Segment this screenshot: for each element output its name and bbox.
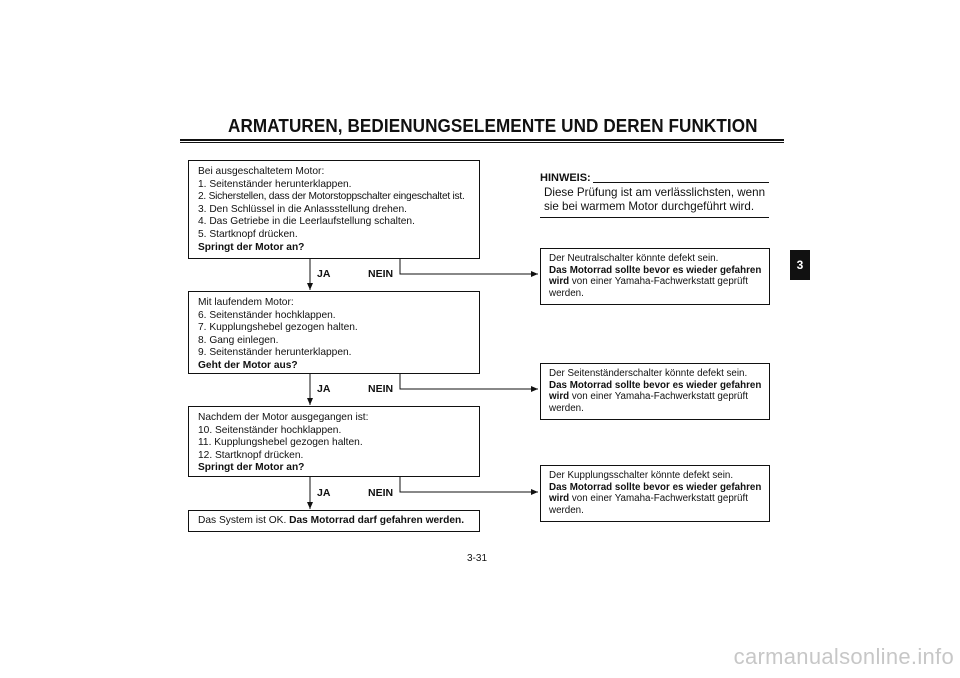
- result-box-neutral: [540, 248, 770, 305]
- result1-bold-2: wird: [549, 276, 570, 288]
- box2-line-5: 9. Seitenständer herunterklappen.: [198, 347, 352, 359]
- box1-line-1: Bei ausgeschaltetem Motor:: [198, 166, 325, 177]
- box2-line-3: 7. Kupplungshebel gezogen halten.: [198, 322, 358, 334]
- ok-prefix: Das System ist OK.: [198, 515, 287, 526]
- result2-bold-1: Das Motorrad sollte bevor es wieder gefahren: [549, 379, 762, 391]
- yes-label-1: JA: [317, 268, 331, 280]
- box1-line-6: 5. Startknopf drücken.: [198, 228, 298, 240]
- no-label-2: NEIN: [368, 383, 394, 395]
- flow-step-box-3: [188, 406, 480, 477]
- watermark: carmanualsonline.info: [733, 644, 954, 669]
- box3-question: Springt der Motor an?: [198, 462, 305, 474]
- box3-line-4: 12. Startknopf drücken.: [198, 449, 304, 461]
- box2-line-4: 8. Gang einlegen.: [198, 334, 279, 346]
- result1-bold-1: Das Motorrad sollte bevor es wieder gefahren: [549, 264, 762, 276]
- box2-line-2: 6. Seitenständer hochklappen.: [198, 309, 336, 321]
- no-label-3: NEIN: [368, 487, 394, 499]
- result3-rest: von einer Yamaha-Fachwerkstatt geprüft: [569, 493, 748, 505]
- box1-question: Springt der Motor an?: [198, 241, 305, 253]
- result-box-sidestand: [540, 363, 770, 420]
- box3-line-2: 10. Seitenständer hochklappen.: [198, 424, 342, 436]
- result-box-clutch: [540, 465, 770, 522]
- chapter-tab: 3: [790, 250, 810, 280]
- result1-rest: von einer Yamaha-Fachwerkstatt geprüft: [569, 276, 748, 288]
- result2-rest: von einer Yamaha-Fachwerkstatt geprüft: [569, 391, 748, 403]
- yes-label-3: JA: [317, 487, 331, 499]
- note-label: HINWEIS:: [540, 172, 591, 184]
- box2-question: Geht der Motor aus?: [198, 359, 298, 371]
- result3-last: werden.: [549, 504, 584, 516]
- ok-bold: Das Motorrad darf gefahren werden.: [289, 515, 465, 526]
- box1-line-3: 2. Sicherstellen, dass der Motorstoppschalter eingeschaltet ist.: [198, 191, 465, 203]
- result3-line-1: Der Kupplungsschalter könnte defekt sein.: [549, 470, 734, 481]
- no-arrow-3: [400, 477, 538, 492]
- note-line-1: Diese Prüfung ist am verlässlichsten, wenn: [544, 186, 766, 199]
- result1-last: werden.: [549, 287, 584, 299]
- result1-line-1: Der Neutralschalter könnte defekt sein.: [549, 253, 719, 264]
- box2-line-1: Mit laufendem Motor:: [198, 297, 294, 308]
- no-label-1: NEIN: [368, 268, 394, 280]
- box3-line-1: Nachdem der Motor ausgegangen ist:: [198, 412, 369, 423]
- page-title: ARMATUREN, BEDIENUNGSELEMENTE UND DEREN FUNKTION: [228, 116, 758, 136]
- result2-last: werden.: [549, 402, 584, 414]
- result2-line-1: Der Seitenständerschalter könnte defekt sein.: [549, 368, 748, 379]
- box1-line-2: 1. Seitenständer herunterklappen.: [198, 178, 352, 190]
- box3-line-3: 11. Kupplungshebel gezogen halten.: [198, 437, 363, 449]
- result2-bold-2: wird: [549, 391, 570, 403]
- result3-bold-2: wird: [549, 493, 570, 505]
- no-arrow-2: [400, 374, 538, 389]
- result3-bold-1: Das Motorrad sollte bevor es wieder gefahren: [549, 481, 762, 493]
- note-line-2: sie bei warmem Motor durchgeführt wird.: [544, 200, 755, 213]
- box1-line-5: 4. Das Getriebe in die Leerlaufstellung schalten.: [198, 216, 415, 228]
- no-arrow-1: [400, 259, 538, 274]
- flow-step-box-1: [188, 160, 480, 259]
- flow-step-box-2: [188, 291, 480, 374]
- box1-line-4: 3. Den Schlüssel in die Anlassstellung drehen.: [198, 203, 407, 215]
- yes-label-2: JA: [317, 383, 331, 395]
- flow-result-ok-box: [188, 510, 480, 532]
- page-number: 3-31: [467, 553, 488, 564]
